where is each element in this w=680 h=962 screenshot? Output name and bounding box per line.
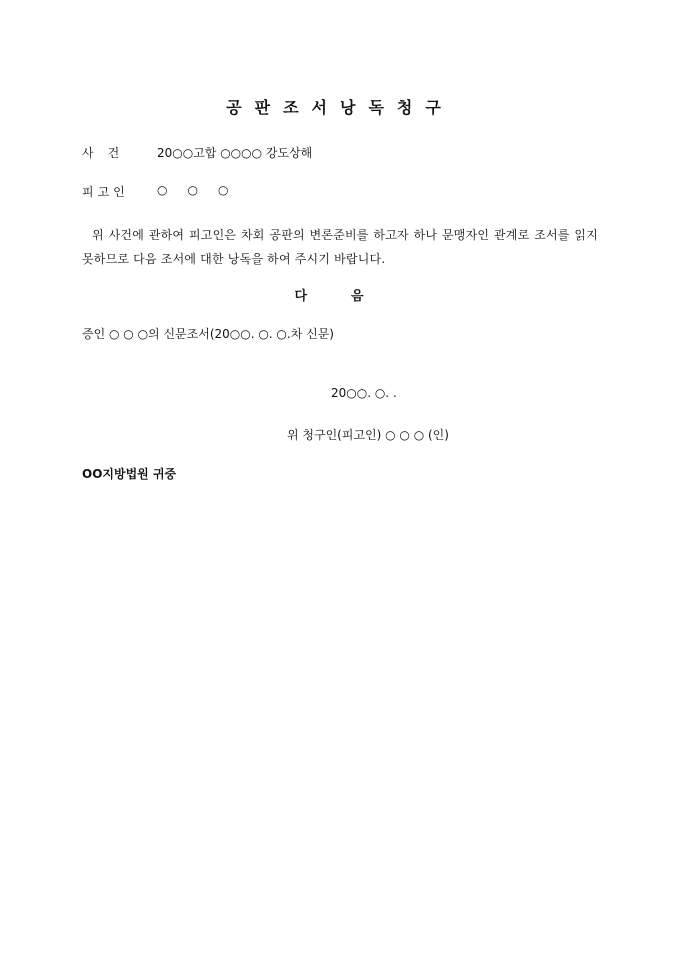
case-label: 사건 — [82, 146, 134, 160]
defendant-label: 피고인 — [82, 185, 129, 199]
applicant-signature-line: 위 청구인(피고인) ○ ○ ○ (인) — [287, 428, 449, 442]
request-body: 위 사건에 관하여 피고인은 차회 공판의 변론준비를 하고자 하나 문맹자인 관계로 조서를 읽지 못하므로 다음 조서에 대한 낭독을 하여 주시기 바랍니다. — [82, 228, 598, 266]
requested-record-item: 증인 ○ ○ ○의 신문조서(20○○. ○. ○.차 신문) — [82, 327, 334, 341]
document-title: 공판조서낭독청구 — [226, 98, 454, 117]
defendant-value: ○○○ — [157, 183, 249, 197]
section-heading: 다음 — [294, 289, 408, 304]
case-value: 20○○고합 ○○○○ 강도상해 — [157, 146, 313, 160]
court-addressee: OO지방법원 귀중 — [82, 467, 177, 481]
document-date: 20○○. ○. . — [331, 386, 397, 400]
